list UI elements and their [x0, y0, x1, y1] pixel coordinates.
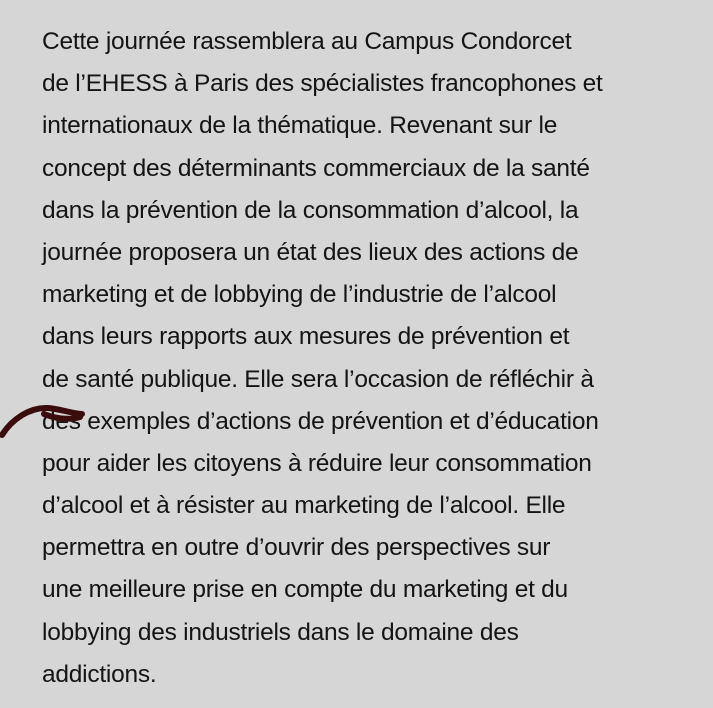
text-line-1: Cette journée rassemblera au Campus Condorcet: [42, 28, 572, 55]
text-line-11: pour aider les citoyens à réduire leur consommation: [42, 449, 592, 477]
text-line-13: permettra en outre d’ouvrir des perspectives sur: [42, 534, 551, 562]
text-line-14: une meilleure prise en compte du marketing et du: [42, 576, 568, 604]
text-line-12: d’alcool et à résister au marketing de l’alcool. Elle: [42, 492, 566, 520]
text-line-2: de l’EHESS à Paris des spécialistes francophones et: [42, 70, 603, 98]
text-line-9: de santé publique. Elle sera l’occasion de réfléchir à: [42, 365, 594, 393]
text-line-7: marketing et de lobbying de l’industrie de l’alcool: [42, 281, 557, 309]
text-line-5: dans la prévention de la consommation d’alcool, la: [42, 196, 579, 224]
text-line-10: des exemples d’actions de prévention et d’éducation: [42, 407, 599, 435]
text-line-4: concept des déterminants commerciaux de la santé: [42, 154, 590, 182]
text-line-8: dans leurs rapports aux mesures de prévention et: [42, 323, 570, 351]
text-line-15: lobbying des industriels dans le domaine des: [42, 618, 519, 646]
text-line-3: internationaux de la thématique. Revenant sur le: [42, 112, 558, 140]
text-line-6: journée proposera un état des lieux des actions de: [42, 238, 579, 266]
text-line-16: addictions.: [42, 660, 157, 688]
body-paragraph: [42, 21, 712, 696]
